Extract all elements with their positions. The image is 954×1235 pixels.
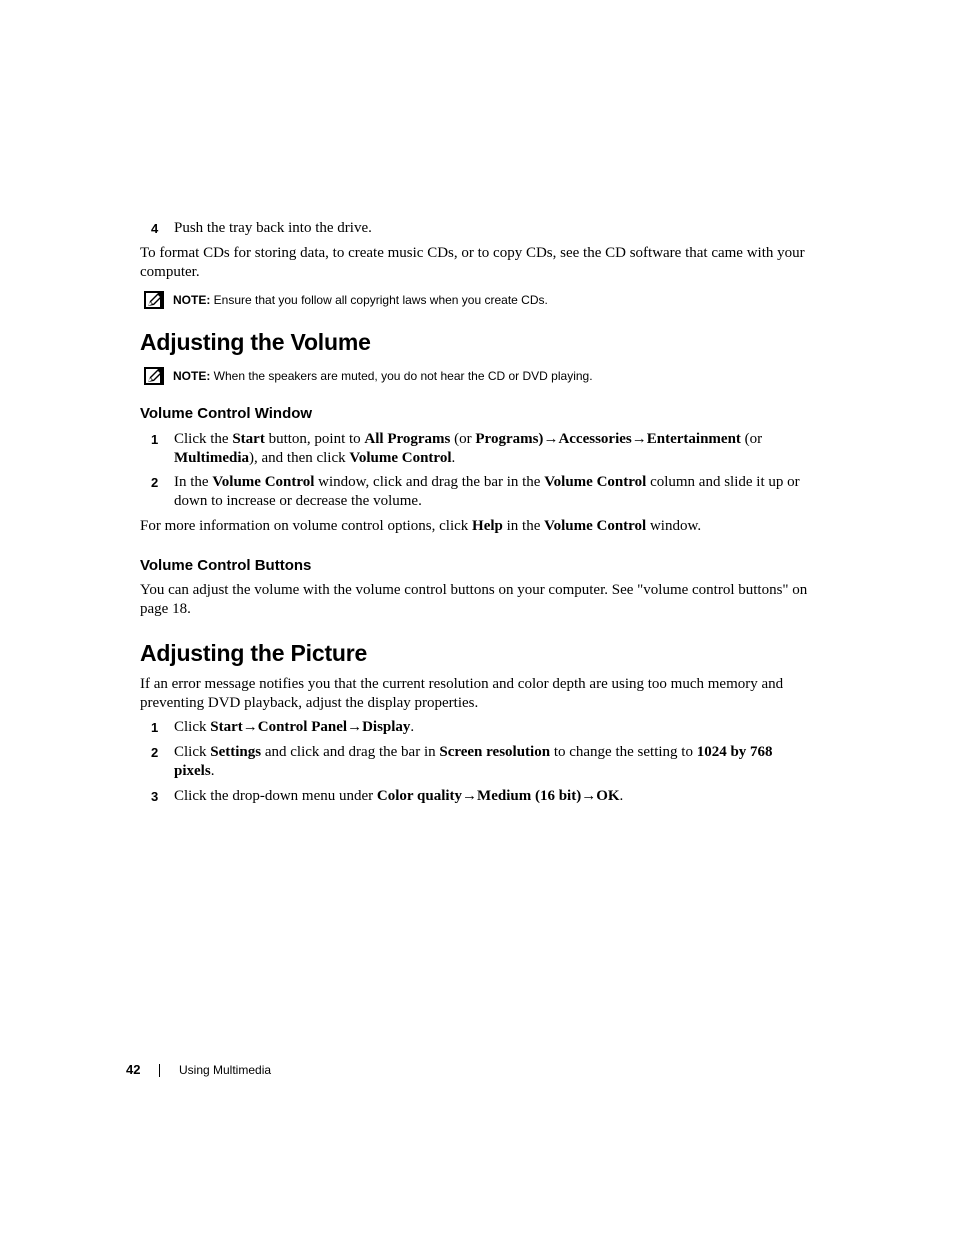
arrow-icon: →	[631, 431, 647, 447]
note-text	[173, 368, 593, 384]
heading-volume-control-buttons: Volume Control Buttons	[140, 557, 312, 574]
ui-term: Entertainment	[646, 431, 741, 447]
step-text: Click the Start button, point to All Programs (or Programs)→Accessories→Entertainment (or Multimedia), and then click Volume Control.	[174, 431, 763, 466]
note-pencil-icon	[143, 366, 165, 386]
arrow-icon: →	[462, 788, 478, 804]
ui-term: Volume Control	[544, 474, 647, 490]
ui-term: Volume Control	[349, 450, 452, 466]
ui-term: Settings	[210, 744, 262, 760]
intro-paragraph: To format CDs for storing data, to create music CDs, or to copy CDs, see the CD software that came with your computer.	[140, 245, 805, 280]
note-text	[173, 292, 548, 308]
ui-term: Medium (16 bit)	[477, 788, 582, 804]
ui-term: Screen resolution	[439, 744, 551, 760]
note-label: NOTE:	[173, 293, 211, 307]
page-number: 42	[126, 1062, 141, 1077]
ui-term: 1024 by 768 pixels	[174, 744, 773, 779]
ui-term: Programs)	[475, 431, 544, 447]
step-number: 1	[151, 720, 159, 735]
ui-term: Control Panel	[257, 719, 348, 735]
note-label: NOTE:	[173, 369, 211, 383]
ui-term: Start	[232, 431, 265, 447]
note-copyright	[140, 290, 812, 312]
step-text: Click Settings and click and drag the bar in Screen resolution to change the setting to 1024 by 768 pixels.	[174, 744, 773, 779]
heading-volume-control-window: Volume Control Window	[140, 405, 313, 422]
step-number: 4	[151, 221, 159, 236]
note-body: Ensure that you follow all copyright laws when you create CDs.	[210, 293, 548, 307]
arrow-icon: →	[242, 719, 258, 735]
ui-term: Volume Control	[544, 518, 647, 534]
step-text: In the Volume Control window, click and drag the bar in the Volume Control column and slide it up or down to increase or decrease the volume.	[174, 474, 800, 509]
step-text: Push the tray back into the drive.	[174, 220, 372, 236]
ui-term: All Programs	[364, 431, 451, 447]
chapter-title: Using Multimedia	[179, 1063, 272, 1077]
note-body: When the speakers are muted, you do not hear the CD or DVD playing.	[210, 369, 593, 383]
ui-term: Volume Control	[212, 474, 315, 490]
buttons-paragraph: You can adjust the volume with the volume control buttons on your computer. See "volume control buttons" on page 18.	[140, 582, 808, 617]
ui-term: Help	[472, 518, 503, 534]
ui-term: Color quality	[376, 788, 463, 804]
step-text: Click the drop-down menu under Color quality→Medium (16 bit)→OK.	[174, 788, 624, 804]
arrow-icon: →	[347, 719, 363, 735]
picture-intro-paragraph: If an error message notifies you that the current resolution and color depth are using too much memory and preventing DVD playback, adjust the display properties.	[140, 676, 784, 711]
heading-adjusting-picture: Adjusting the Picture	[140, 640, 368, 666]
ui-term: Display	[362, 719, 411, 735]
more-info-paragraph: For more information on volume control options, click Help in the Volume Control window.	[140, 518, 702, 534]
ui-term: OK	[596, 788, 620, 804]
ui-term: Start	[210, 719, 243, 735]
arrow-icon: →	[581, 788, 597, 804]
step-number: 3	[151, 789, 159, 804]
note-pencil-icon	[143, 290, 165, 310]
step-text: Click Start→Control Panel→Display.	[174, 719, 415, 735]
step-number: 1	[151, 432, 159, 447]
step-number: 2	[151, 745, 159, 760]
footer-divider	[159, 1064, 160, 1077]
note-muted	[140, 366, 812, 388]
ui-term: Accessories	[558, 431, 632, 447]
heading-adjusting-volume: Adjusting the Volume	[140, 329, 371, 355]
arrow-icon: →	[543, 431, 559, 447]
step-number: 2	[151, 475, 159, 490]
ui-term: Multimedia	[174, 450, 249, 466]
